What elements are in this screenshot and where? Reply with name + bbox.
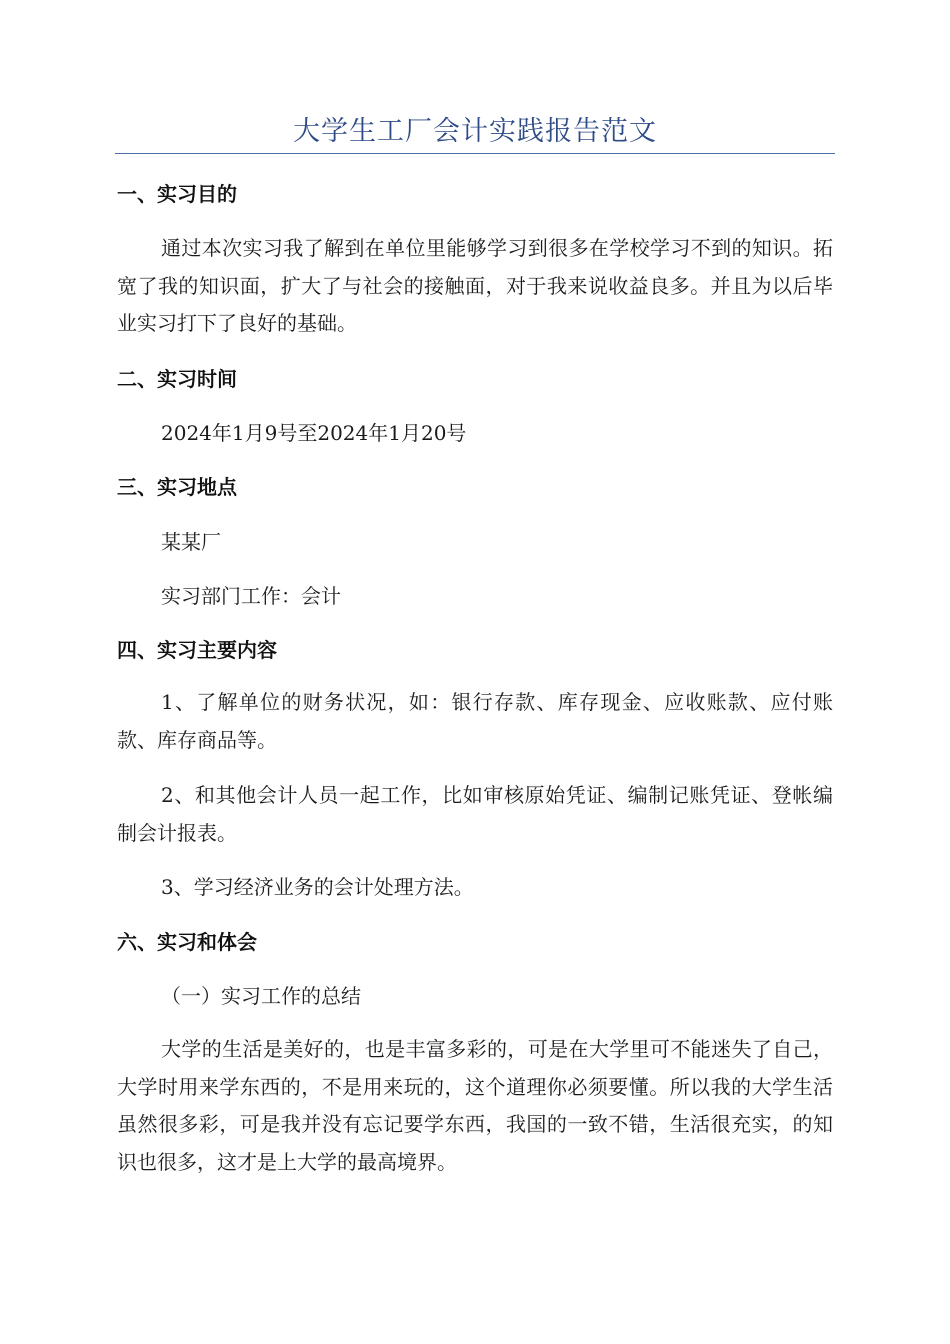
paragraph-time: 2024年1月9号至2024年1月20号	[161, 421, 467, 445]
paragraph-place: 某某厂	[161, 530, 221, 554]
list-item-content-1: 1、了解单位的财务状况，如：银行存款、库存现金、应收账款、应付账款、库存商品等。	[117, 690, 833, 752]
paragraph-department: 实习部门工作：会计	[161, 584, 341, 608]
heading-experience: 六、实习和体会	[117, 930, 257, 954]
subheading-experience-summary: （一）实习工作的总结	[161, 984, 361, 1008]
document-title: 大学生工厂会计实践报告范文	[293, 116, 657, 147]
list-item-content-2: 2、和其他会计人员一起工作，比如审核原始凭证、编制记账凭证、登帐编制会计报表。	[117, 783, 833, 845]
heading-content: 四、实习主要内容	[117, 638, 277, 662]
list-item-content-3: 3、学习经济业务的会计处理方法。	[161, 875, 474, 899]
heading-time: 二、实习时间	[117, 367, 237, 391]
heading-purpose: 一、实习目的	[117, 182, 237, 206]
heading-place: 三、实习地点	[117, 475, 237, 499]
paragraph-experience: 大学的生活是美好的，也是丰富多彩的，可是在大学里可不能迷失了自己，大学时用来学东西的，不是用来玩的，这个道理你必须要懂。所以我的大学生活虽然很多彩，可是我并没有忘记要学东西，我国的一致不错，生活很充实，的知识也很多，这才是上大学的最高境界。	[117, 1037, 833, 1174]
title-underline	[115, 153, 835, 154]
paragraph-purpose: 通过本次实习我了解到在单位里能够学习到很多在学校学习不到的知识。拓宽了我的知识面，扩大了与社会的接触面，对于我来说收益良多。并且为以后毕业实习打下了良好的基础。	[117, 236, 833, 335]
